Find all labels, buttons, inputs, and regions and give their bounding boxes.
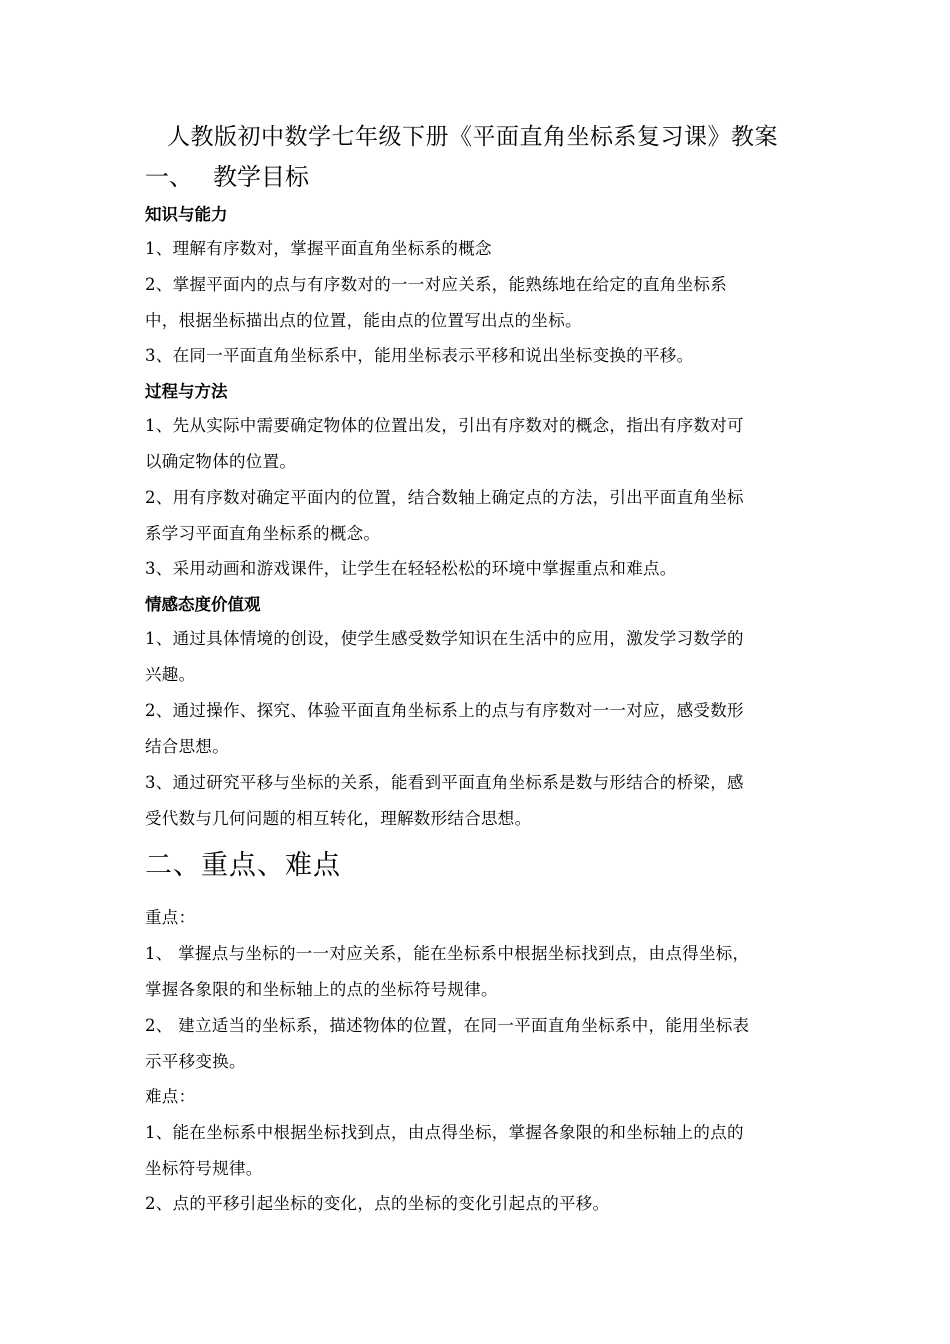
- paragraph-line: 3、采用动画和游戏课件，让学生在轻轻松松的环境中掌握重点和难点。: [145, 559, 677, 578]
- paragraph-line: 2、 建立适当的坐标系，描述物体的位置，在同一平面直角坐标系中，能用坐标表: [145, 1016, 750, 1035]
- section-number: 一、: [145, 163, 193, 191]
- subheading-emotion: 情感态度价值观: [145, 595, 261, 614]
- paragraph-line: 2、通过操作、探究、体验平面直角坐标系上的点与有序数对一一对应，感受数形: [145, 701, 744, 720]
- paragraph-line: 中，根据坐标描出点的位置，能由点的位置写出点的坐标。: [145, 311, 582, 330]
- paragraph-line: 结合思想。: [145, 737, 229, 756]
- document-title: 人教版初中数学七年级下册《平面直角坐标系复习课》教案: [167, 124, 778, 150]
- paragraph-line: 3、通过研究平移与坐标的关系，能看到平面直角坐标系是数与形结合的桥梁，感: [145, 773, 744, 792]
- paragraph-line: 1、通过具体情境的创设，使学生感受数学知识在生活中的应用，激发学习数学的: [145, 629, 744, 648]
- paragraph-line: 3、在同一平面直角坐标系中，能用坐标表示平移和说出坐标变换的平移。: [145, 346, 694, 365]
- paragraph-line: 受代数与几何问题的相互转化，理解数形结合思想。: [145, 809, 532, 828]
- paragraph-line: 1、能在坐标系中根据坐标找到点，由点得坐标，掌握各象限的和坐标轴上的点的: [145, 1123, 744, 1142]
- paragraph-line: 以确定物体的位置。: [145, 452, 297, 471]
- section-heading-key-points: 二、重点、难点: [145, 850, 341, 881]
- paragraph-line: 1、 掌握点与坐标的一一对应关系，能在坐标系中根据坐标找到点，由点得坐标，: [145, 944, 750, 963]
- subheading-knowledge: 知识与能力: [145, 205, 228, 224]
- paragraph-line: 掌握各象限的和坐标轴上的点的坐标符号规律。: [145, 980, 498, 999]
- section-title: 教学目标: [213, 163, 309, 191]
- section-heading-objectives: [145, 157, 309, 192]
- paragraph-line: 坐标符号规律。: [145, 1159, 263, 1178]
- paragraph-line: 1、理解有序数对，掌握平面直角坐标系的概念: [145, 239, 492, 258]
- paragraph-line: 系学习平面直角坐标系的概念。: [145, 524, 381, 543]
- paragraph-line: 2、用有序数对确定平面内的位置，结合数轴上确定点的方法，引出平面直角坐标: [145, 488, 744, 507]
- label-key-points: 重点：: [145, 908, 196, 927]
- subheading-process: 过程与方法: [145, 382, 228, 401]
- label-difficult-points: 难点：: [145, 1087, 196, 1106]
- paragraph-line: 1、先从实际中需要确定物体的位置出发，引出有序数对的概念，指出有序数对可: [145, 416, 744, 435]
- paragraph-line: 兴趣。: [145, 665, 196, 684]
- paragraph-line: 2、点的平移引起坐标的变化，点的坐标的变化引起点的平移。: [145, 1194, 610, 1213]
- paragraph-line: 示平移变换。: [145, 1052, 246, 1071]
- paragraph-line: 2、掌握平面内的点与有序数对的一一对应关系，能熟练地在给定的直角坐标系: [145, 275, 727, 294]
